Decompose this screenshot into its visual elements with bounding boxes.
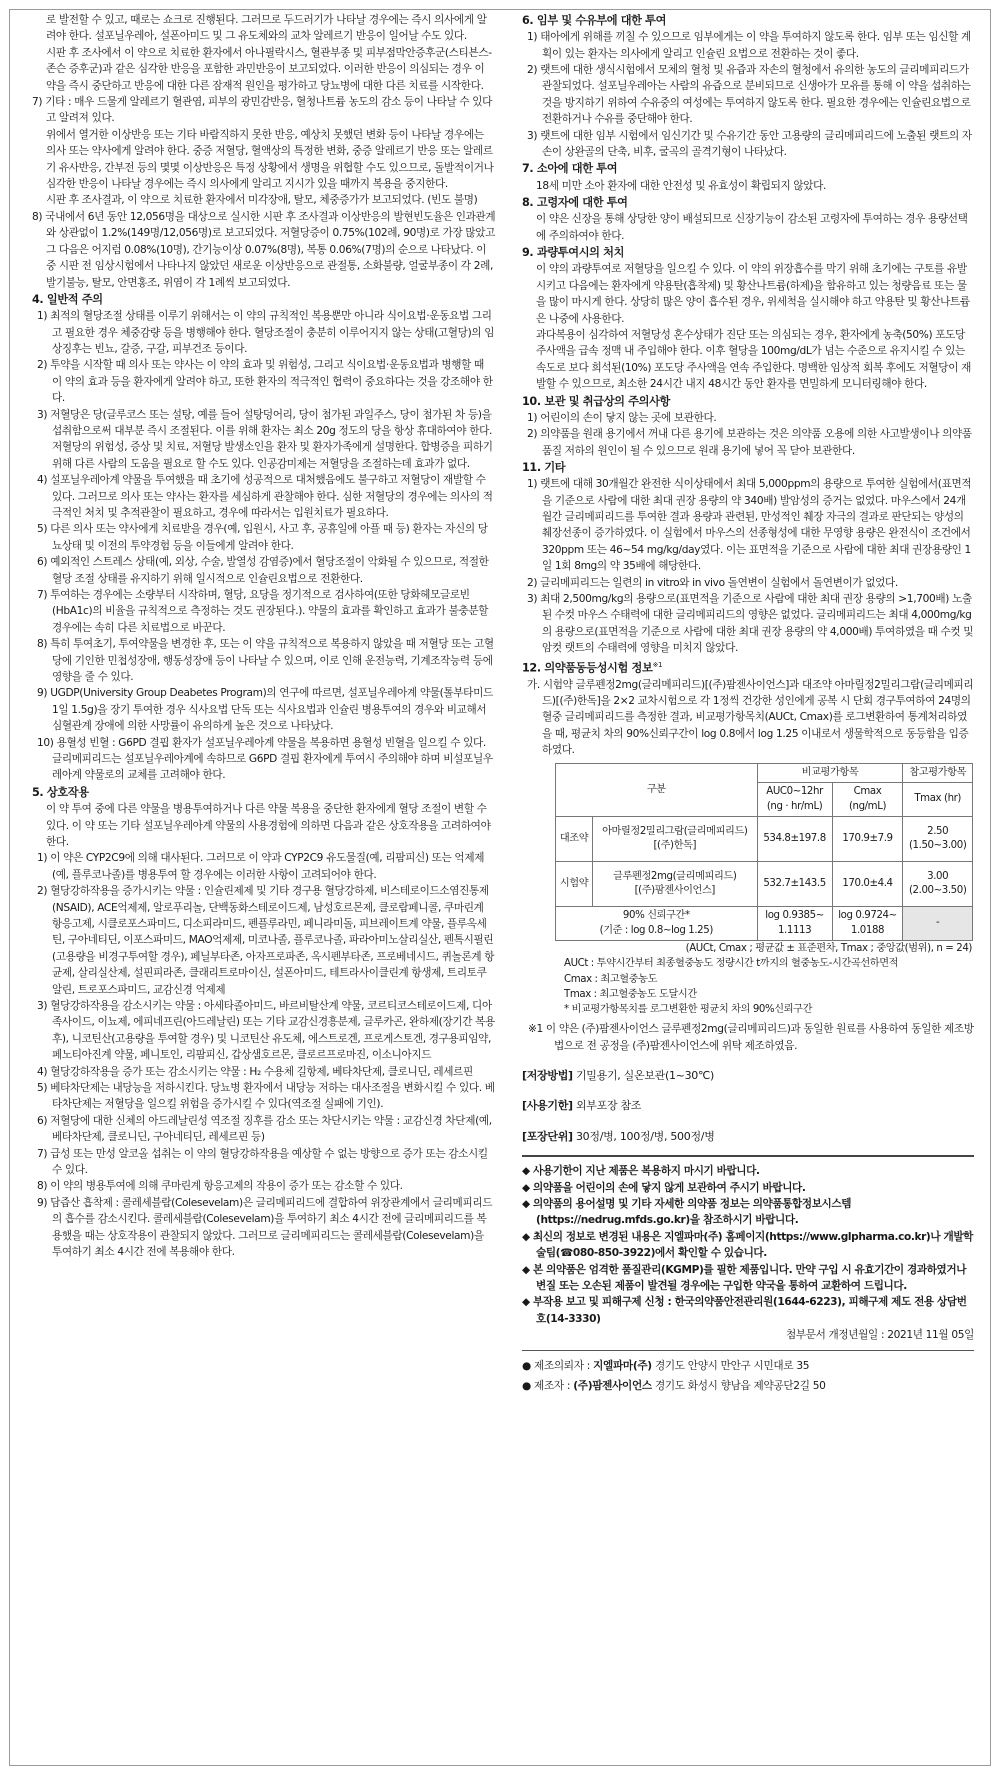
table-cell — [903, 862, 973, 907]
expiry-info — [522, 1098, 974, 1114]
tmax-range: (2.00~3.50) — [908, 885, 967, 897]
section-heading: 6. 임부 및 수유부에 대한 투여 — [522, 14, 667, 27]
table-note: * 비교평가항목치를 로그변환한 평균치 차의 90%신뢰구간 — [564, 1003, 813, 1015]
bioequivalence-table — [555, 763, 973, 942]
company-name: [(주)한독] — [653, 840, 697, 852]
list-item: 3) 최대 2,500mg/kg의 용량으로(표면적을 기준으로 사람에 대한 최대 권장 용량의 >1,700배) 노출된 수컷 마우스 수태력에 대한 글리메피리드의 영향은 없었다. 글리메피리드는 최대 4,000mg/kg의 용량으로(표면적을 기준으로 사람에 대한 최대 권장 용량의 약 4,000배) 투여하였을 때 수컷 및 암컷 랫트의 수태력에 영향을 미치지 않았다. — [527, 593, 974, 655]
list-item: 8) 국내에서 6년 동안 12,056명을 대상으로 실시한 시판 후 조사결과 이상반응의 발현빈도율은 인과관계와 상관없이 1.2%(149명/12,056명)로 보고되었다. 저혈당증이 0.75%(102례, 90명)로 가장 많았고 그 다음은 어지럼 0.08%(10명), 간기능이상 0.07%(8명), 복통 0.06%(7명)의 순으로 나타났다. 이중 시판 전 임상시험에서 나타나지 않았던 새로운 이상반응으로 관절통, 소화불량, 얼굴부종이 각 2례, 발기불능, 탈모, 안면홍조, 위염이 각 1례씩 보고되었다. — [32, 210, 496, 289]
tmax-median: 3.00 — [927, 870, 949, 882]
warning-item: ◆ 본 의약품은 엄격한 품질관리(KGMP)를 필한 제품입니다. 만약 구입 시 유효기간이 경과하였거나 변질 또는 오손된 제품이 발견될 경우에는 구입한 약국을 통하여 교환하여 드립니다. — [522, 1263, 967, 1292]
paragraph: 위에서 열거한 이상반응 또는 기타 바람직하지 못한 반응, 예상치 못했던 변화 등이 나타날 경우에는 의사 또는 약사에게 알려야 한다. 중증 저혈당, 혈액상의 특정한 변화, 중증 알레르기 반응 또는 알레르기 유사반응, 간부전 등의 몇몇 이상반응은 특정 상황에서 생명을 위협할 수도 있으므로, 돌발적이거나 심각한 반응이 나타날 경우에는 즉시 의사에게 알리고 지시가 있을 때까지 복용을 중지한다. — [46, 128, 494, 191]
address: 경기도 화성시 향남읍 제약공단2길 50 — [654, 1379, 826, 1392]
tmax-median: 2.50 — [927, 825, 949, 837]
company-name: 지엘파마(주) — [593, 1359, 652, 1372]
table-cell — [593, 862, 758, 907]
right-column — [522, 12, 974, 1396]
table-row — [556, 817, 973, 862]
list-item: 8) 이 약의 병용투여에 의해 쿠마린계 항응고제의 작용이 증가 또는 감소할 수 있다. — [37, 1180, 403, 1193]
header-label: Cmax — [853, 786, 882, 798]
list-item: 9) 담즙산 흡착제 : 콜레세블람(Colesevelam)은 글리메피리드에 결합하여 위장관계에서 글리메피리드의 흡수를 감소시킨다. 콜레세블람(Colesevelam)을 투여하기 최소 4시간 전에 글리메피리드를 복용했을 때는 상호작용이 관찰되지 않았다. 그러므로 글리메피리드는 콜레세블람(Colesevelam)을 투여하기 최소 4시간 전에 복용해야 한다. — [37, 1196, 493, 1259]
list-item: 6) 예외적인 스트레스 상태(예, 외상, 수술, 발열성 감염증)에서 혈당조절이 악화될 수 있으므로, 적절한 혈당 조절 상태를 유지하기 위해 일시적으로 인슐린요법으로 전환한다. — [37, 556, 489, 585]
manufacturer-info — [522, 1350, 974, 1396]
header-unit: (ng/mL) — [848, 800, 887, 812]
footnote-marker: ※1 — [652, 660, 663, 669]
footnote: ※1 이 약은 (주)팜젠사이언스 글루펜정2mg(글리메피리드)과 동일한 원료를 사용하여 동일한 제조방법으로 전 공정을 (주)팜젠사이언스에 위탁 제조하였음. — [528, 1023, 974, 1052]
list-item: 5) 다른 의사 또는 약사에게 치료받을 경우(예, 입원시, 사고 후, 공휴일에 아플 때 등) 환자는 자신의 당뇨상태 및 이전의 투약경험 등을 이들에게 알려야 한다. — [37, 523, 488, 552]
paragraph: 로 발전할 수 있고, 때로는 쇼크로 진행된다. 그러므로 두드러기가 나타날 경우에는 즉시 의사에게 알려야 한다. 설포닐우레아, 설폰아미드 및 그 유도체와의 교차 알레르기 반응이 일어날 수도 있다. — [46, 14, 487, 43]
warning-item: ◆ 최신의 정보로 변경된 내용은 지엘파마(주) 홈페이지(https://www.glpharma.co.kr)나 개발학술팀(☎080-850-3922)에서 확인할 수 있습니다. — [522, 1230, 973, 1260]
company-name: (주)팜젠사이언스 — [573, 1379, 652, 1392]
section-heading: 11. 기타 — [522, 460, 566, 474]
list-item: 1) 어린이의 손이 닿지 않는 곳에 보관한다. — [527, 411, 717, 424]
paragraph: 가. 시험약 글루펜정2mg(글리메피리드)[(주)팜젠사이언스]과 대조약 아마릴정2밀리그람(글리메피리드)[(주)한독]을 2×2 교차시험으로 각 1정씩 건강한 성인에게 공복 시 단회 경구투여하여 24명의 혈중 글리메피리드를 측정한 결과, 비교평가항목치(AUCt, Cmax)를 로그변환하여 통계처리하였을 때, 평균치 차의 90%신뢰구간이 log 0.8에서 log 1.25 이내로서 생물학적으로 동등함을 입증하였다. — [527, 678, 974, 757]
table-cell — [556, 907, 758, 941]
section-heading: 8. 고령자에 대한 투여 — [522, 196, 628, 210]
warning-item: ◆ 부작용 보고 및 피해구제 신청 : 한국의약품안전관리원(1644-6223), 피해구제 제도 전용 상담번호(14-3330) — [522, 1296, 967, 1325]
list-item: 6) 저혈당에 대한 신체의 아드레날린성 역조절 징후를 감소 또는 차단시키는 약물 : 교감신경 차단제(예, 베타차단제, 클로니딘, 구아네티딘, 레세르핀 등) — [37, 1114, 492, 1144]
list-item: 1) 이 약은 CYP2C9에 의해 대사된다. 그러므로 이 약과 CYP2C9 유도물질(예, 리팜피신) 또는 억제제(예, 플루코나졸)를 병용투여 할 경우에는 이러한 사항이 고려되어야 한다. — [37, 852, 485, 881]
table-header: Tmax (hr) — [903, 783, 973, 817]
list-item: 2) 혈당강하작용을 증가시키는 약물 : 인슐린제제 및 기타 경구용 혈당강하제, 비스테로이드소염진통제(NSAID), ACE억제제, 알로푸리놀, 단백동화스테로이드제, 남성호르몬제, 클로람페니콜, 쿠마린계 항응고제, 시클로포스파미드, 디소피라미드, 펜플루라민, 페니라미돌, 피브레이트계 약물, 플루옥세틴, 구아네티딘, 이포스파미드, MAO억제제, 미코나졸, 플루코나졸, 파라아미노살리실산, 펜톡시필린(고용량을 비경구투여할 경우), 페닐부타존, 아자프로파존, 옥시펜부타존, 프로베네시드, 퀴놀론계 항균제, 살리실산제, 설핀피라존, 클래리트로마이신, 설폰아미드, 테트라사이클린계 항생제, 트리토쿠알린, 트로포스파미드, 교감신경 억제제 — [37, 885, 495, 996]
list-item: 3) 랫트에 대한 임부 시험에서 임신기간 및 수유기간 동안 고용량의 글리메피리드에 노출된 랫트의 자손이 상완골의 단축, 비후, 굴곡의 골격기형이 나타났다. — [527, 129, 972, 159]
list-item: 1) 태아에게 위해를 끼칠 수 있으므로 임부에게는 이 약을 투여하지 않도록 한다. 임부 또는 임신할 계획이 있는 환자는 의사에게 알리고 인슐린 요법으로 전환하는 것이 좋다. — [527, 31, 971, 60]
drug-name: 아마릴정2밀리그람(글리메피리드) — [602, 825, 748, 837]
table-header: 구분 — [556, 763, 758, 817]
table-note: (AUCt, Cmax ; 평균값 ± 표준편차, Tmax ; 중앙값(범위), n = 24) — [685, 943, 972, 955]
table-row — [556, 862, 973, 907]
general-precautions-list — [32, 308, 496, 784]
ci-value: log 0.9385~ — [765, 910, 824, 922]
list-item: 7) 기타 : 매우 드물게 알레르기 혈관염, 피부의 광민감반응, 혈청나트륨 농도의 감소 등이 나타날 수 있다고 알려져 있다. — [32, 96, 493, 125]
table-note: AUCt : 투약시간부터 최종혈중농도 정량시간 t까지의 혈중농도-시간곡선하면적 — [564, 958, 899, 970]
table-cell: 534.8±197.8 — [757, 817, 832, 862]
table-notes — [522, 941, 974, 1017]
ci-label: 90% 신뢰구간* — [622, 910, 690, 922]
interactions-list — [32, 850, 496, 1260]
table-note: Tmax : 최고혈중농도 도달시간 — [564, 988, 697, 1000]
table-cell — [757, 907, 832, 941]
package-unit-label: [포장단위] — [522, 1129, 573, 1143]
list-item: 10) 용혈성 빈혈 : G6PD 결핍 환자가 설포닐우레아계 약물을 복용하면 용혈성 빈혈을 일으킬 수 있다. 글리메피리드는 설포닐우레아계에 속하므로 G6PD 결핍 환자에게 투여시 주의해야 하며 비설포닐우레아계 약물로의 교체를 고려해야 한다. — [37, 736, 493, 782]
label: ● 제조자 : — [522, 1379, 571, 1392]
section-heading — [522, 657, 974, 677]
left-column — [32, 12, 496, 1260]
package-unit-value: 30정/병, 100정/병, 500정/병 — [575, 1129, 715, 1143]
warning-box — [522, 1155, 974, 1327]
storage-value: 기밀용기, 실온보관(1~30℃) — [575, 1068, 715, 1082]
section-heading: 7. 소아에 대한 투여 — [522, 162, 618, 176]
list-item: 2) 투약을 시작할 때 의사 또는 약사는 이 약의 효과 및 위험성, 그리고 식이요법·운동요법과 병행할 때 이 약의 효과 등을 환자에게 알려야 하고, 또한 환자의 적극적인 협력이 중요하다는 것을 강조해야 한다. — [37, 359, 493, 405]
package-unit-info — [522, 1129, 974, 1145]
expiry-value: 외부포장 참조 — [575, 1099, 642, 1113]
storage-info — [522, 1068, 974, 1084]
list-item: 2) 글리메피리드는 일련의 in vitro와 in vivo 돌연변이 실험에서 돌연변이가 없었다. — [527, 576, 898, 589]
list-item: 1) 랫트에 대해 30개월간 완전한 식이상태에서 최대 5,000ppm의 용량으로 투여한 실험에서(표면적을 기준으로 사람에 대한 최대 권장 용량의 약 340배) 발암성의 증거는 없었다. 마우스에서 24개월간 글리메피리드를 투여한 결과 용량과 관련된, 만성적인 췌장 자극의 결과로 판단되는 양성의 췌장선종이 증가하였다. 이 실험에서 마우스의 선종형성에 대한 무영향 용량은 완전식이 조건에서 320ppm 또는 46~54 mg/kg/day였다. 이는 표면적을 기준으로 사람에 대한 최대 권장용량인 1일 1회 8mg의 약 35배에 해당한다. — [527, 478, 972, 573]
revision-date: 첨부문서 개정년월일 : 2021년 11월 05일 — [785, 1329, 974, 1342]
table-cell: 대조약 — [556, 817, 593, 862]
table-cell: - — [903, 907, 973, 941]
list-item: 4) 설포닐우레아계 약물을 투여했을 때 초기에 성공적으로 대처했음에도 불구하고 저혈당이 재발할 수 있다. 그러므로 의사 또는 약사는 환자를 세심하게 관찰해야 한다. 심한 저혈당의 경우에는 의사의 적극적인 처치 및 추적관찰이 필요하고, 경우에 따라서는 입원치료가 필요하다. — [37, 474, 493, 519]
list-item: 2) 의약품을 원래 용기에서 꺼내 다른 용기에 보관하는 것은 의약품 오용에 의한 사고발생이나 의약품 품질 저하의 원인이 될 수 있으므로 원래 용기에 넣어 꼭 닫아 보관한다. — [527, 428, 972, 457]
manufacturer — [522, 1376, 974, 1396]
section-heading: 4. 일반적 주의 — [32, 292, 103, 306]
header-unit: (ng · hr/mL) — [766, 800, 823, 812]
section-heading: 9. 과량투여시의 처치 — [522, 246, 625, 260]
table-header: 참고평가항목 — [903, 763, 973, 783]
list-item: 1) 최적의 혈당조절 상태를 이루기 위해서는 이 약의 규칙적인 복용뿐만 아니라 식이요법·운동요법 그리고 필요한 경우 체중감량 등을 병행해야 한다. 혈당조절이 충분히 이루어지지 않는 상태(고혈당)의 임상징후는 빈뇨, 갈증, 구갈, 피부건조 등이다. — [37, 310, 495, 355]
table-cell: 170.9±7.9 — [832, 817, 903, 862]
table-cell: 170.0±4.4 — [832, 862, 903, 907]
package-insert-page — [9, 9, 991, 1766]
paragraph: 이 약은 신장을 통해 상당한 양이 배설되므로 신장기능이 감소된 고령자에 투여하는 경우 용량선택에 주의하여야 한다. — [536, 213, 968, 242]
drug-name: 글루펜정2mg(글리메피리드) — [613, 870, 737, 882]
section-heading: 5. 상호작용 — [32, 785, 89, 799]
table-cell: 532.7±143.5 — [757, 862, 832, 907]
company-name: [(주)팜젠사이언스] — [634, 885, 715, 897]
table-header — [832, 783, 903, 817]
table-header: 비교평가항목 — [757, 763, 903, 783]
paragraph: 이 약 투여 중에 다른 약물을 병용투여하거나 다른 약물 복용을 중단한 환자에게 혈당 조절이 변할 수 있다. 이 약 또는 기타 설포닐우레아계 약물의 사용경험에 의하면 다음과 같은 상호작용을 고려하여야 한다. — [46, 803, 491, 848]
list-item: 5) 베타차단제는 내당능을 저하시킨다. 당뇨병 환자에서 내당능 저하는 대사조절을 변화시킬 수 있다. 베타차단제는 저혈당을 일으킬 위험을 증가시킬 수 있다(역조절 실패에 기인). — [37, 1082, 495, 1111]
expiry-label: [사용기한] — [522, 1099, 573, 1113]
table-header — [757, 783, 832, 817]
list-item: 3) 혈당강하작용을 감소시키는 약물 : 아세타졸아미드, 바르비탈산계 약물, 코르티코스테로이드제, 디아족사이드, 이뇨제, 에피네프린(아드레날린) 또는 기타 교감신경흥분제, 글루카곤, 완하제(장기간 복용후), 니코틴산(고용량을 투여할 경우) 및 니코틴산 유도체, 에스트로겐, 프로게스토겐, 경구용피임약, 페노티아진계 약물, 페니토인, 리팜피신, 갑상샘호르몬, 클로르프로마진, 이소니아지드 — [37, 999, 495, 1062]
table-row — [556, 907, 973, 941]
ci-standard: (기준 : log 0.8~log 1.25) — [599, 924, 713, 936]
paragraph: 시판 후 조사결과, 이 약으로 치료한 환자에서 미각장애, 탈모, 체중증가가 보고되었다. (빈도 불명) — [46, 194, 478, 207]
list-item: 2) 랫트에 대한 생식시험에서 모체의 혈청 및 유즙과 자손의 혈청에서 유의한 농도의 글리메피리드가 관찰되었다. 설포닐우레아는 사람의 유즙으로 분비되므로 신생아가 모유를 통해 이 약을 섭취하는 것을 방지하기 위하여 수유중의 여성에는 투여하지 않도록 한다. 필요한 경우에는 인슐린요법으로 전환하거나 수유를 중단해야 한다. — [527, 64, 971, 126]
table-cell — [593, 817, 758, 862]
warning-item: ◆ 의약품의 용어설명 및 기타 자세한 의약품 정보는 의약품통합정보시스템(https://nedrug.mfds.go.kr)을 참조하시기 바랍니다. — [522, 1197, 852, 1227]
ci-value: 1.1113 — [777, 924, 812, 936]
address: 경기도 안양시 만안구 시민대로 35 — [654, 1359, 810, 1372]
paragraph: 시판 후 조사에서 이 약으로 치료한 환자에서 아나필락시스, 혈관부종 및 피부점막안증후군(스티븐스-존슨 증후군)과 같은 심각한 반응을 포함한 과민반응이 보고되었다. 이러한 반응이 의심되는 경우 이 약을 즉시 중단하고 반응에 대한 다른 잠재적 원인을 평가하고 당뇨병에 대한 다른 치료를 시작한다. — [46, 46, 492, 92]
header-label: AUC0~12hr — [766, 786, 823, 798]
section-heading: 10. 보관 및 취급상의 주의사항 — [522, 394, 670, 408]
paragraph: 18세 미만 소아 환자에 대한 안전성 및 유효성이 확립되지 않았다. — [536, 179, 827, 192]
table-cell: 시험약 — [556, 862, 593, 907]
table-cell — [832, 907, 903, 941]
table-note: Cmax : 최고혈중농도 — [564, 973, 658, 985]
list-item: 4) 혈당강하작용을 증가 또는 감소시키는 약물 : H₂ 수용체 길항제, 베타차단제, 클로니딘, 레세르핀 — [37, 1065, 473, 1078]
warning-item: ◆ 의약품을 어린이의 손에 닿지 않게 보관하여 주시기 바랍니다. — [522, 1181, 806, 1194]
warning-item: ◆ 사용기한이 지난 제품은 복용하지 마시기 바랍니다. — [522, 1165, 760, 1178]
tmax-range: (1.50~3.00) — [908, 840, 967, 852]
storage-label: [저장방법] — [522, 1068, 573, 1082]
paragraph: 과다복용이 심각하여 저혈당성 혼수상태가 진단 또는 의심되는 경우, 환자에게 농축(50%) 포도당 주사액을 급속 정맥 내 주입해야 한다. 이후 혈당을 100mg/dL가 넘는 수준으로 유지시킬 수 있는 속도로 보다 희석된(10%) 포도당 주사액을 연속 주입한다. 명백한 임상적 회복 후에도 저혈당이 재발할 수 있으므로, 최소한 24시간 내지 48시간 동안 환자를 면밀하게 모니터링해야 한다. — [536, 328, 971, 391]
list-item: 8) 특히 투여초기, 투여약물을 변경한 후, 또는 이 약을 규칙적으로 복용하지 않았을 때 저혈당 또는 고혈당에 기인한 민첩성장애, 행동성장애 등이 나타날 수 있으며, 이로 인해 운전능력, 기계조작능력 등에 영향을 줄 수 있다. — [37, 638, 494, 684]
ci-value: 1.0188 — [850, 924, 885, 936]
manufacturer-client — [522, 1356, 974, 1376]
list-item: 9) UGDP(University Group Deabetes Program)의 연구에 따르면, 설포닐우레아계 약물(톨부타미드 1일 1.5g)을 장기 투여한 경우 식사요법 단독 또는 식사요법과 인슐린 병용투여의 경우와 비교해서 심혈관계 장애에 의한 사망률이 유의하게 높은 것으로 나타났다. — [37, 687, 493, 733]
ci-value: log 0.9724~ — [838, 910, 897, 922]
label: ● 제조의뢰자 : — [522, 1359, 591, 1372]
paragraph: 이 약의 과량투여로 저혈당을 일으킬 수 있다. 이 약의 위장흡수를 막기 위해 초기에는 구토를 유발시키고 다음에는 환자에게 약용탄(흡착제) 및 황산나트륨(하제)을 함유하고 있는 청량음료 또는 물을 많이 마시게 한다. 상당히 많은 양이 흡수된 경우, 위세척을 실시해야 하고 약용탄 및 황산나트륨은 나중에 사용한다. — [536, 263, 970, 325]
table-cell — [903, 817, 973, 862]
list-item: 7) 급성 또는 만성 알코올 섭취는 이 약의 혈당강하작용을 예상할 수 없는 방향으로 증가 또는 감소시킬 수 있다. — [37, 1147, 488, 1177]
list-item: 7) 투여하는 경우에는 소량부터 시작하며, 혈당, 요당을 정기적으로 검사하여(또한 당화헤모글로빈(HbA1c)의 비율을 규칙적으로 측정하는 것도 권장된다.). 약물의 효과를 확인하고 효과가 불충분할 경우에는 속히 다른 치료법으로 바꾼다. — [37, 589, 489, 634]
list-item: 3) 저혈당은 당(글루코스 또는 설탕, 예를 들어 설탕덩어리, 당이 첨가된 과일주스, 당이 첨가된 차 등)을 섭취함으로써 대부분 즉시 조절된다. 이를 위해 환자는 최소 20g 정도의 당을 항상 휴대하여야 한다. 저혈당의 위험성, 증상 및 치료, 저혈당 발생소인을 환자 및 환자가족에게 설명한다. 합병증을 피하기 위해 다른 사람의 도움을 필요로 할 수도 있다. 인공감미제는 저혈당을 조절하는데 효과가 없다. — [37, 408, 493, 470]
section-title: 12. 의약품동등성시험 정보 — [522, 661, 653, 675]
